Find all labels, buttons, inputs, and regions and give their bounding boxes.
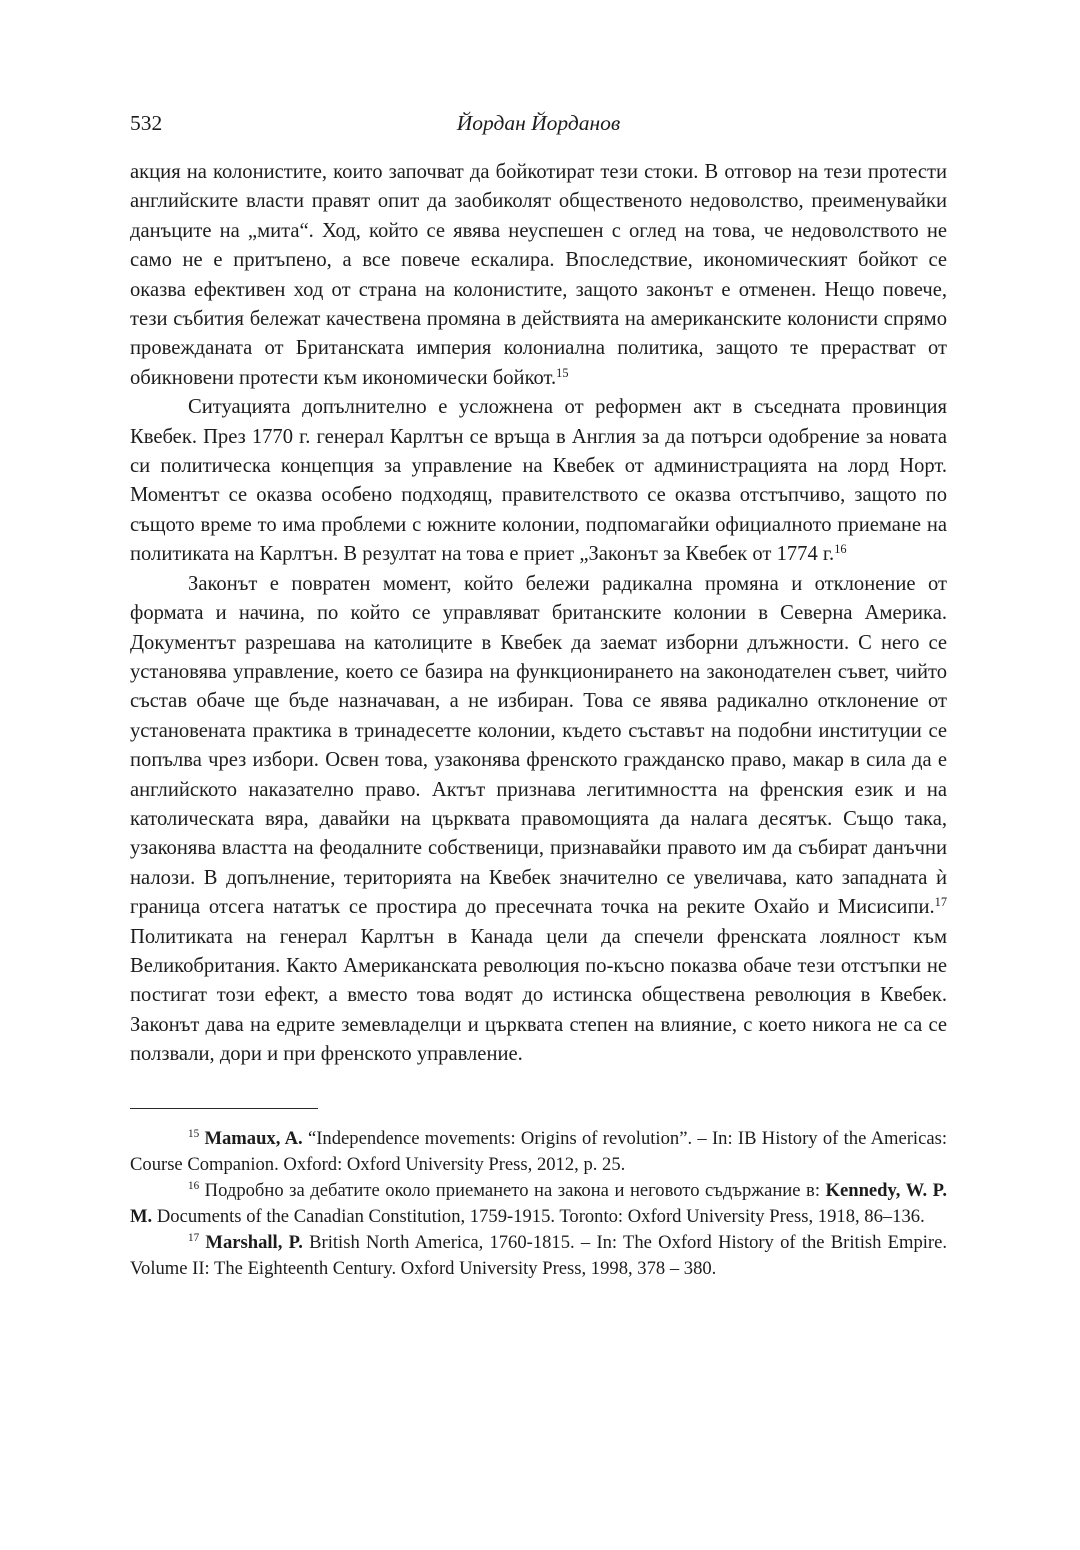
text-run: British North America, 1760-1815. – In: The Oxford History of the British Empire. Volume II: The Eighteenth Century. Oxford University Press, 1998, 378 – 380. bbox=[130, 1231, 948, 1279]
footnote-ref: 17 bbox=[934, 895, 947, 910]
footnote-separator bbox=[130, 1108, 318, 1109]
footnote bbox=[130, 1178, 947, 1230]
author-name: Kennedy, W. P. M. bbox=[130, 1179, 947, 1227]
text-run: Documents of the Canadian Constitution, 1759-1915. Toronto: Oxford University Press, 1918, 86–136. bbox=[152, 1205, 925, 1227]
paragraph bbox=[130, 570, 947, 1070]
body-text bbox=[130, 158, 947, 1070]
text-run: акция на колонистите, които започват да бойкотират тези стоки. В отговор на тези протести английските власти правят опит да заобиколят общественото недоволство, преименувайки данъците на „мита“. Ход, който се явява неуспешен с оглед на това, че недоволството не само не е притъпено, а все повече ескалира. Впоследствие, икономическият бойкот се оказва ефективен ход от страна на колонистите, защото законът е отменен. Нещо повече, тези събития бележат качествена промяна в действията на американските колонисти спрямо провежданата от Британската империя колониална политика, защото те прерастват от обикновени протести към икономически бойкот. bbox=[130, 161, 947, 389]
text-run: “Independence movements: Origins of revolution”. – In: IB History of the Americas: Course Companion. Oxford: Oxford University Press, 2012, p. 25. bbox=[130, 1127, 947, 1175]
text-run: Ситуацията допълнително е усложнена от реформен акт в съседната провинция Квебек. През 1770 г. генерал Карлтън се връща в Англия за да потърси одобрение за новата си политическа концепция за управление на Квебек от администрацията на лорд Норт. Моментът се оказва особено подходящ, правителството се оказва отстъпчиво, защото по същото време то има проблеми с южните колонии, подпомагайки официалното приемане на политиката на Карлтън. В резултат на това е приет „Законът за Квебек от 1774 г. bbox=[130, 396, 947, 566]
text-run: Политиката на генерал Карлтън в Канада цели да спечели френската лоялност към Великобритания. Както Американската революция по-късно показва обаче тези отстъпки не постигат този ефект, а вместо това водят до истинска обществена революция в Квебек. Законът дава на едрите земевладелци и църквата степен на влияние, с което никога не са се ползвали, дори и при френското управление. bbox=[130, 925, 947, 1066]
running-head: Йордан Йорданов bbox=[456, 111, 621, 135]
footnote-number: 16 bbox=[188, 1180, 200, 1193]
page-header bbox=[130, 110, 947, 137]
footnotes-list bbox=[130, 1126, 947, 1282]
text-run: Законът е повратен момент, който бележи радикална промяна и отклонение от формата и начина, по който се управляват британските колонии в Северна Америка. Документът разрешава на католиците в Квебек да заемат изборни длъжности. С него се установява управление, което се базира на функционирането на законодателен съвет, чийто състав обаче ще бъде назначаван, а не избиран. Това се явява радикално отклонение от установената практика в тринадесетте колонии, където съставът на подобни институции се попълва чрез избори. Освен това, узаконява френското гражданско право, макар в сила да е английското наказателно право. Актът признава легитимността на френския език и на католическата вяра, давайки на църквата правомощията да налага десятък. Също така, узаконява властта на феодалните собственици, признавайки правото им да събират данъчни налози. В допълнение, територията на Квебек значително се увеличава, като западната ѝ граница отсега нататък се простира до пресечната точка на реките Охайо и Мисисипи. bbox=[130, 572, 947, 919]
author-name: Mamaux, A. bbox=[199, 1127, 308, 1149]
paragraph bbox=[130, 393, 947, 569]
page-number: 532 bbox=[130, 111, 163, 135]
footnote-number: 15 bbox=[188, 1128, 200, 1141]
text-run: Подробно за дебатите около приемането на закона и неговото съдържание в: bbox=[199, 1179, 826, 1201]
footnote-number: 17 bbox=[188, 1232, 200, 1245]
footnote-ref: 16 bbox=[834, 542, 847, 557]
paragraph bbox=[130, 158, 947, 393]
footnote-ref: 15 bbox=[556, 366, 569, 381]
author-name: Marshall, P. bbox=[199, 1231, 310, 1253]
footnote bbox=[130, 1126, 947, 1178]
footnote bbox=[130, 1230, 947, 1282]
